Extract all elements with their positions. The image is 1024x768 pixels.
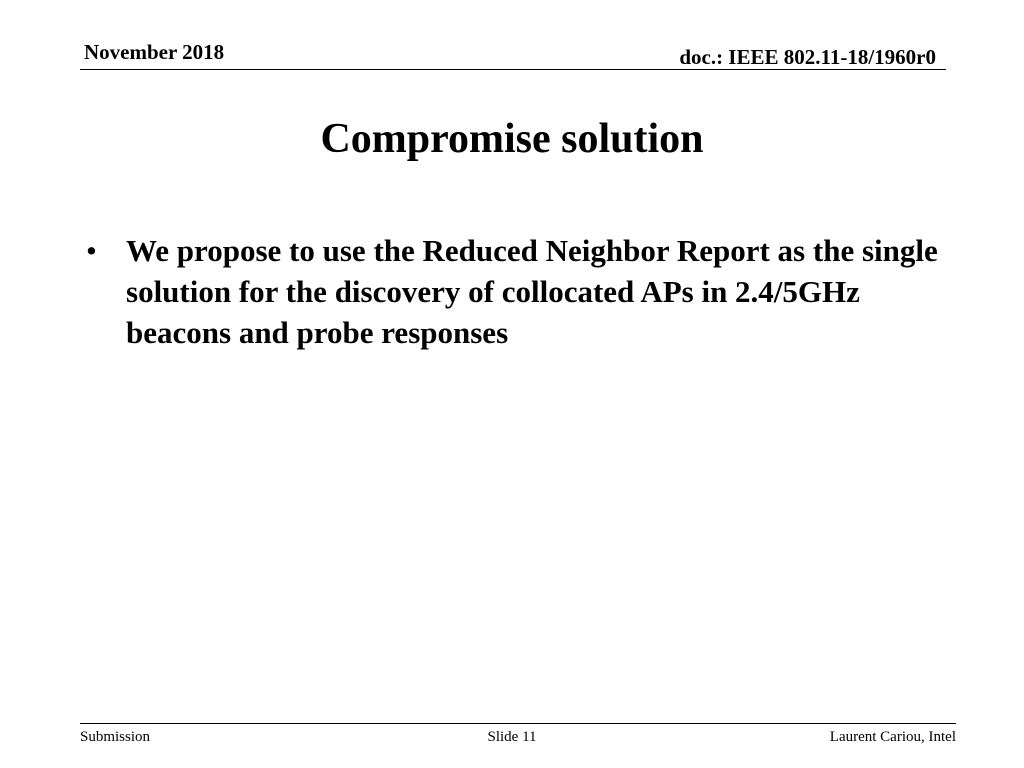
slide-title: Compromise solution — [320, 116, 704, 162]
bullet-icon: • — [86, 233, 97, 268]
footer-submission: Submission — [80, 729, 151, 745]
bullet-list — [84, 230, 954, 353]
bullet-text: We propose to use the Reduced Neighbor Report as the single solution for the discovery of collocated APs in 2.4/5GHz beacons and probe responses — [126, 233, 938, 350]
footer-slide-number: Slide 11 — [487, 729, 537, 745]
header-divider — [80, 69, 946, 70]
footer-author: Laurent Cariou, Intel — [829, 729, 956, 745]
header-doc-id: doc.: IEEE 802.11-18/1960r0 — [679, 45, 936, 69]
bullet-item — [84, 230, 954, 353]
header-date: November 2018 — [84, 40, 225, 64]
footer-divider — [80, 723, 956, 724]
